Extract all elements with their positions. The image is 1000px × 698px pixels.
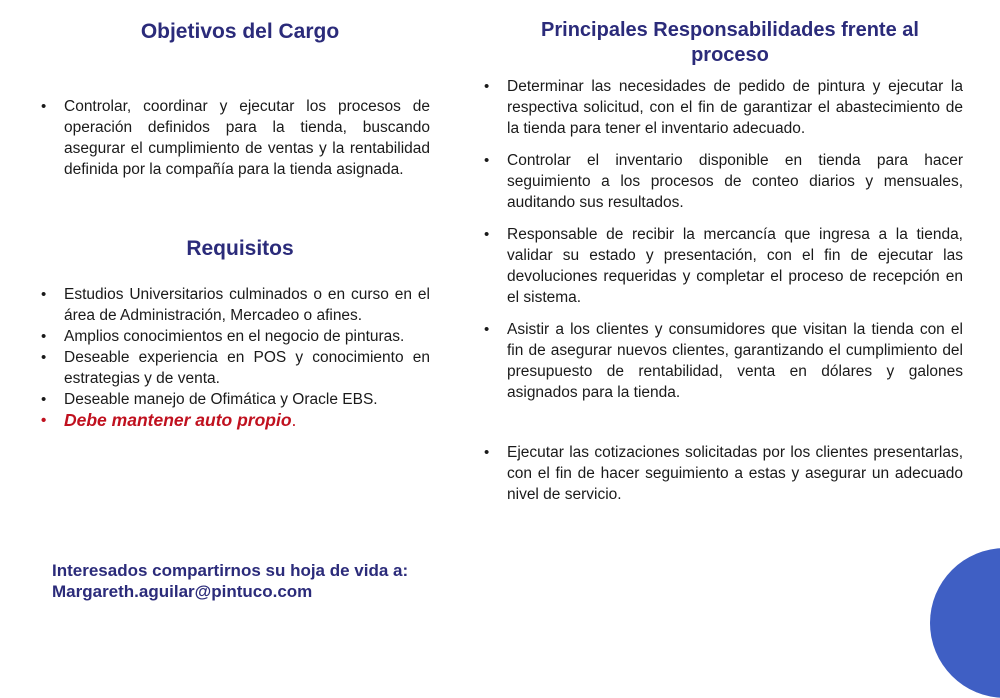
responsibilities-section [483, 76, 963, 505]
responsibilities-title: Principales Responsabilidades frente al proceso [541, 19, 919, 66]
contact-block [52, 560, 408, 602]
contact-prompt: Interesados compartirnos su hoja de vida a: [52, 561, 409, 580]
requirement-item: • Deseable experiencia en POS y conocimiento en estrategias y de venta. [40, 347, 430, 389]
requirements-list [40, 284, 430, 431]
objective-item: • Controlar, coordinar y ejecutar los procesos de operación definidos para la tienda, buscando asegurar el cumplimiento de ventas y la rentabilidad definida por la compañía para la tienda asignada. [40, 96, 430, 180]
decorative-blue-shape [930, 548, 1000, 698]
contact-email[interactable]: Margareth.aguilar@pintuco.com [52, 582, 313, 601]
requirements-title: Requisitos [186, 237, 294, 260]
requirement-highlight-item [40, 410, 430, 431]
requirement-highlight-text: Debe mantener auto propio [64, 410, 292, 430]
requirement-highlight-period: . [291, 410, 297, 430]
requirements-section [40, 284, 430, 431]
objectives-list [40, 96, 430, 180]
requirement-item: • Amplios conocimientos en el negocio de pinturas. [40, 326, 430, 347]
objectives-title: Objetivos del Cargo [140, 20, 340, 43]
requirement-item: • Deseable manejo de Ofimática y Oracle EBS. [40, 389, 430, 410]
responsibility-item: • Controlar el inventario disponible en tienda para hacer seguimiento a los procesos de conteo diarios y mensuales, auditando sus resultados. [483, 150, 963, 213]
responsibility-item: • Asistir a los clientes y consumidores que visitan la tienda con el fin de asegurar nuevos clientes, garantizando el cumplimiento del presupuesto de rentabilidad, venta en dólares y galones asignados para la tienda. [483, 319, 963, 403]
requirement-item: • Estudios Universitarios culminados o en curso en el área de Administración, Mercadeo o afines. [40, 284, 430, 326]
responsibility-item: • Determinar las necesidades de pedido de pintura y ejecutar la respectiva solicitud, con el fin de garantizar el abastecimiento de la tienda para tener el inventario adecuado. [483, 76, 963, 139]
responsibility-item: • Responsable de recibir la mercancía que ingresa a la tienda, validar su estado y presentación, con el fin de ejecutar las devoluciones requeridas y completar el proceso de recepción en el sistema. [483, 224, 963, 308]
responsibility-item: • Ejecutar las cotizaciones solicitadas por los clientes presentarlas, con el fin de hacer seguimiento a estas y asegurar un adecuado nivel de servicio. [483, 442, 963, 505]
responsibilities-list [483, 76, 963, 505]
objectives-section [40, 96, 430, 180]
